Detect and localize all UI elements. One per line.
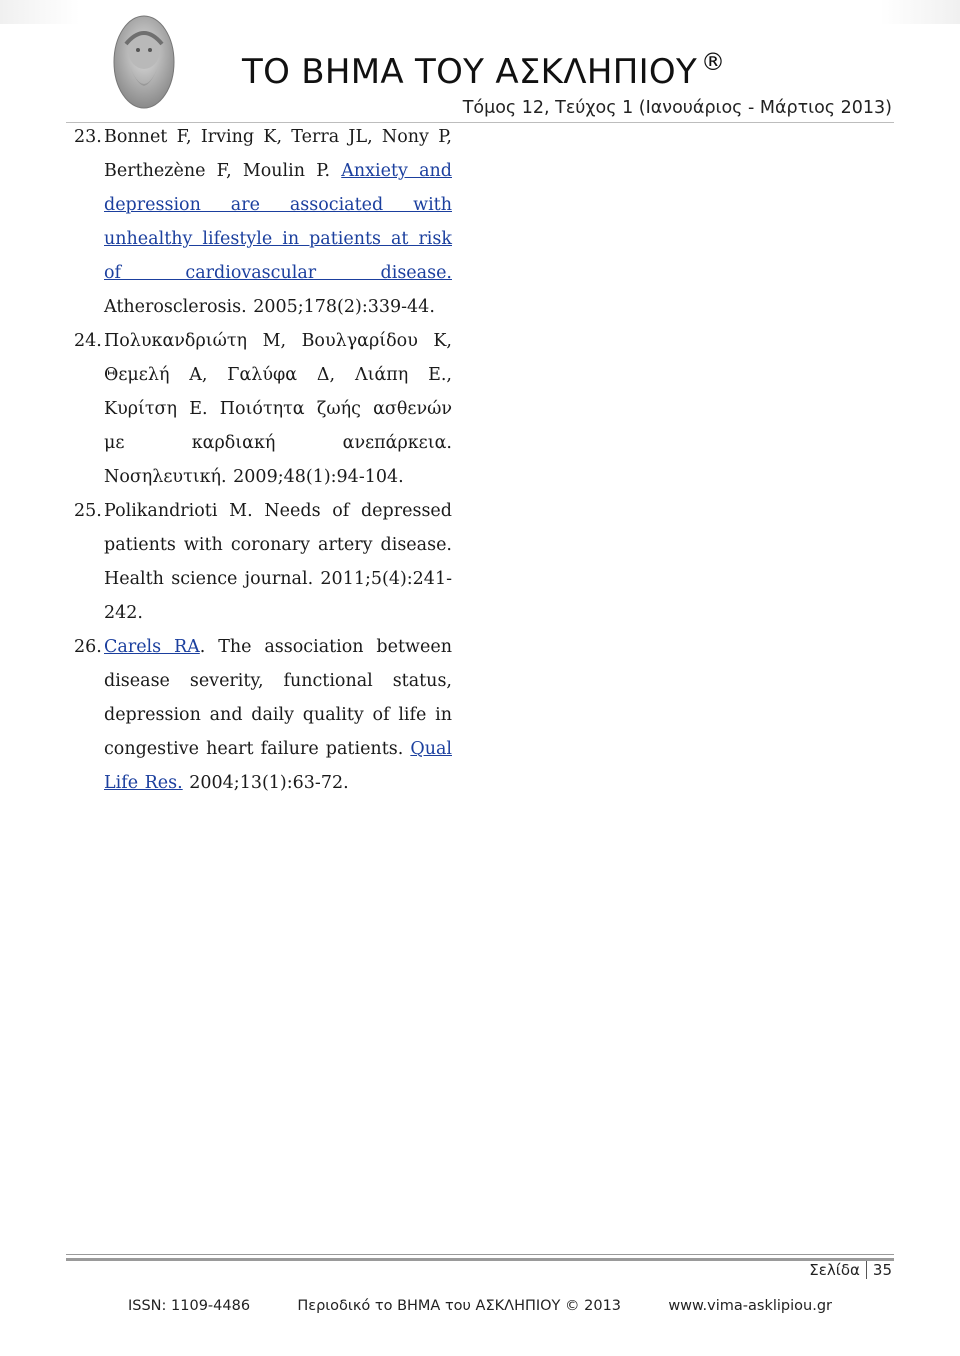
- page-number: 35: [872, 1261, 892, 1279]
- corner-shade-left: [0, 0, 80, 24]
- journal-title: ΤΟ ΒΗΜΑ ΤΟΥ ΑΣΚΛΗΠΙΟΥ ®: [242, 48, 726, 92]
- reference-25: 25. Polikandrioti M. Needs of depressed patients with coronary artery disease. Health science journal. 2011;5(4):241-242.: [74, 494, 452, 630]
- reference-number: 23.: [74, 127, 102, 147]
- footer-journal: Περιοδικό το ΒΗΜΑ του ΑΣΚΛΗΠΙΟΥ © 2013: [297, 1298, 622, 1314]
- footer-issn: ISSN: 1109-4486: [128, 1298, 251, 1314]
- reference-26: 26. Carels RA. The association between disease severity, functional status, depression and daily quality of life in congestive heart failure patients. Qual Life Res. 2004;13(1):63-72.: [74, 630, 452, 800]
- page-number-label: Σελίδα 35: [809, 1261, 892, 1279]
- reference-number: 24.: [74, 331, 102, 351]
- registered-mark: ®: [701, 48, 726, 76]
- corner-shade-right: [880, 0, 960, 24]
- footer-rule: [66, 1254, 894, 1255]
- reference-23: 23. Bonnet F, Irving K, Terra JL, Nony P, Berthezène F, Moulin P. Anxiety and depression are associated with unhealthy lifestyle in patients at risk of cardiovascular disease. Atherosclerosis. 2005;178(2):339-44.: [74, 120, 452, 324]
- page-separator: [866, 1261, 867, 1279]
- journal-link[interactable]: Qual Life Res.: [104, 739, 452, 793]
- footer-rule-thick: [66, 1258, 894, 1261]
- author-link[interactable]: Carels RA: [104, 637, 200, 657]
- issue-info: Τόμος 12, Τεύχος 1 (Ιανουάριος - Μάρτιος 2013): [462, 98, 892, 118]
- reference-list: [74, 120, 452, 800]
- asclepius-logo-icon: [112, 14, 176, 110]
- footer: [128, 1298, 832, 1314]
- reference-24: 24. Πολυκανδριώτη Μ, Βουλγαρίδου Κ, Θεμελή Α, Γαλύφα Δ, Λιάπη Ε., Κυρίτση Ε. Ποιότητα ζωής ασθενών με καρδιακή ανεπάρκεια. Νοσηλευτική. 2009;48(1):94-104.: [74, 324, 452, 494]
- reference-number: 26.: [74, 637, 102, 657]
- footer-website[interactable]: www.vima-asklipiou.gr: [668, 1298, 832, 1314]
- reference-number: 25.: [74, 501, 102, 521]
- reference-title-link[interactable]: Anxiety and depression are associated with unhealthy lifestyle in patients at risk of cardiovascular disease.: [104, 161, 452, 283]
